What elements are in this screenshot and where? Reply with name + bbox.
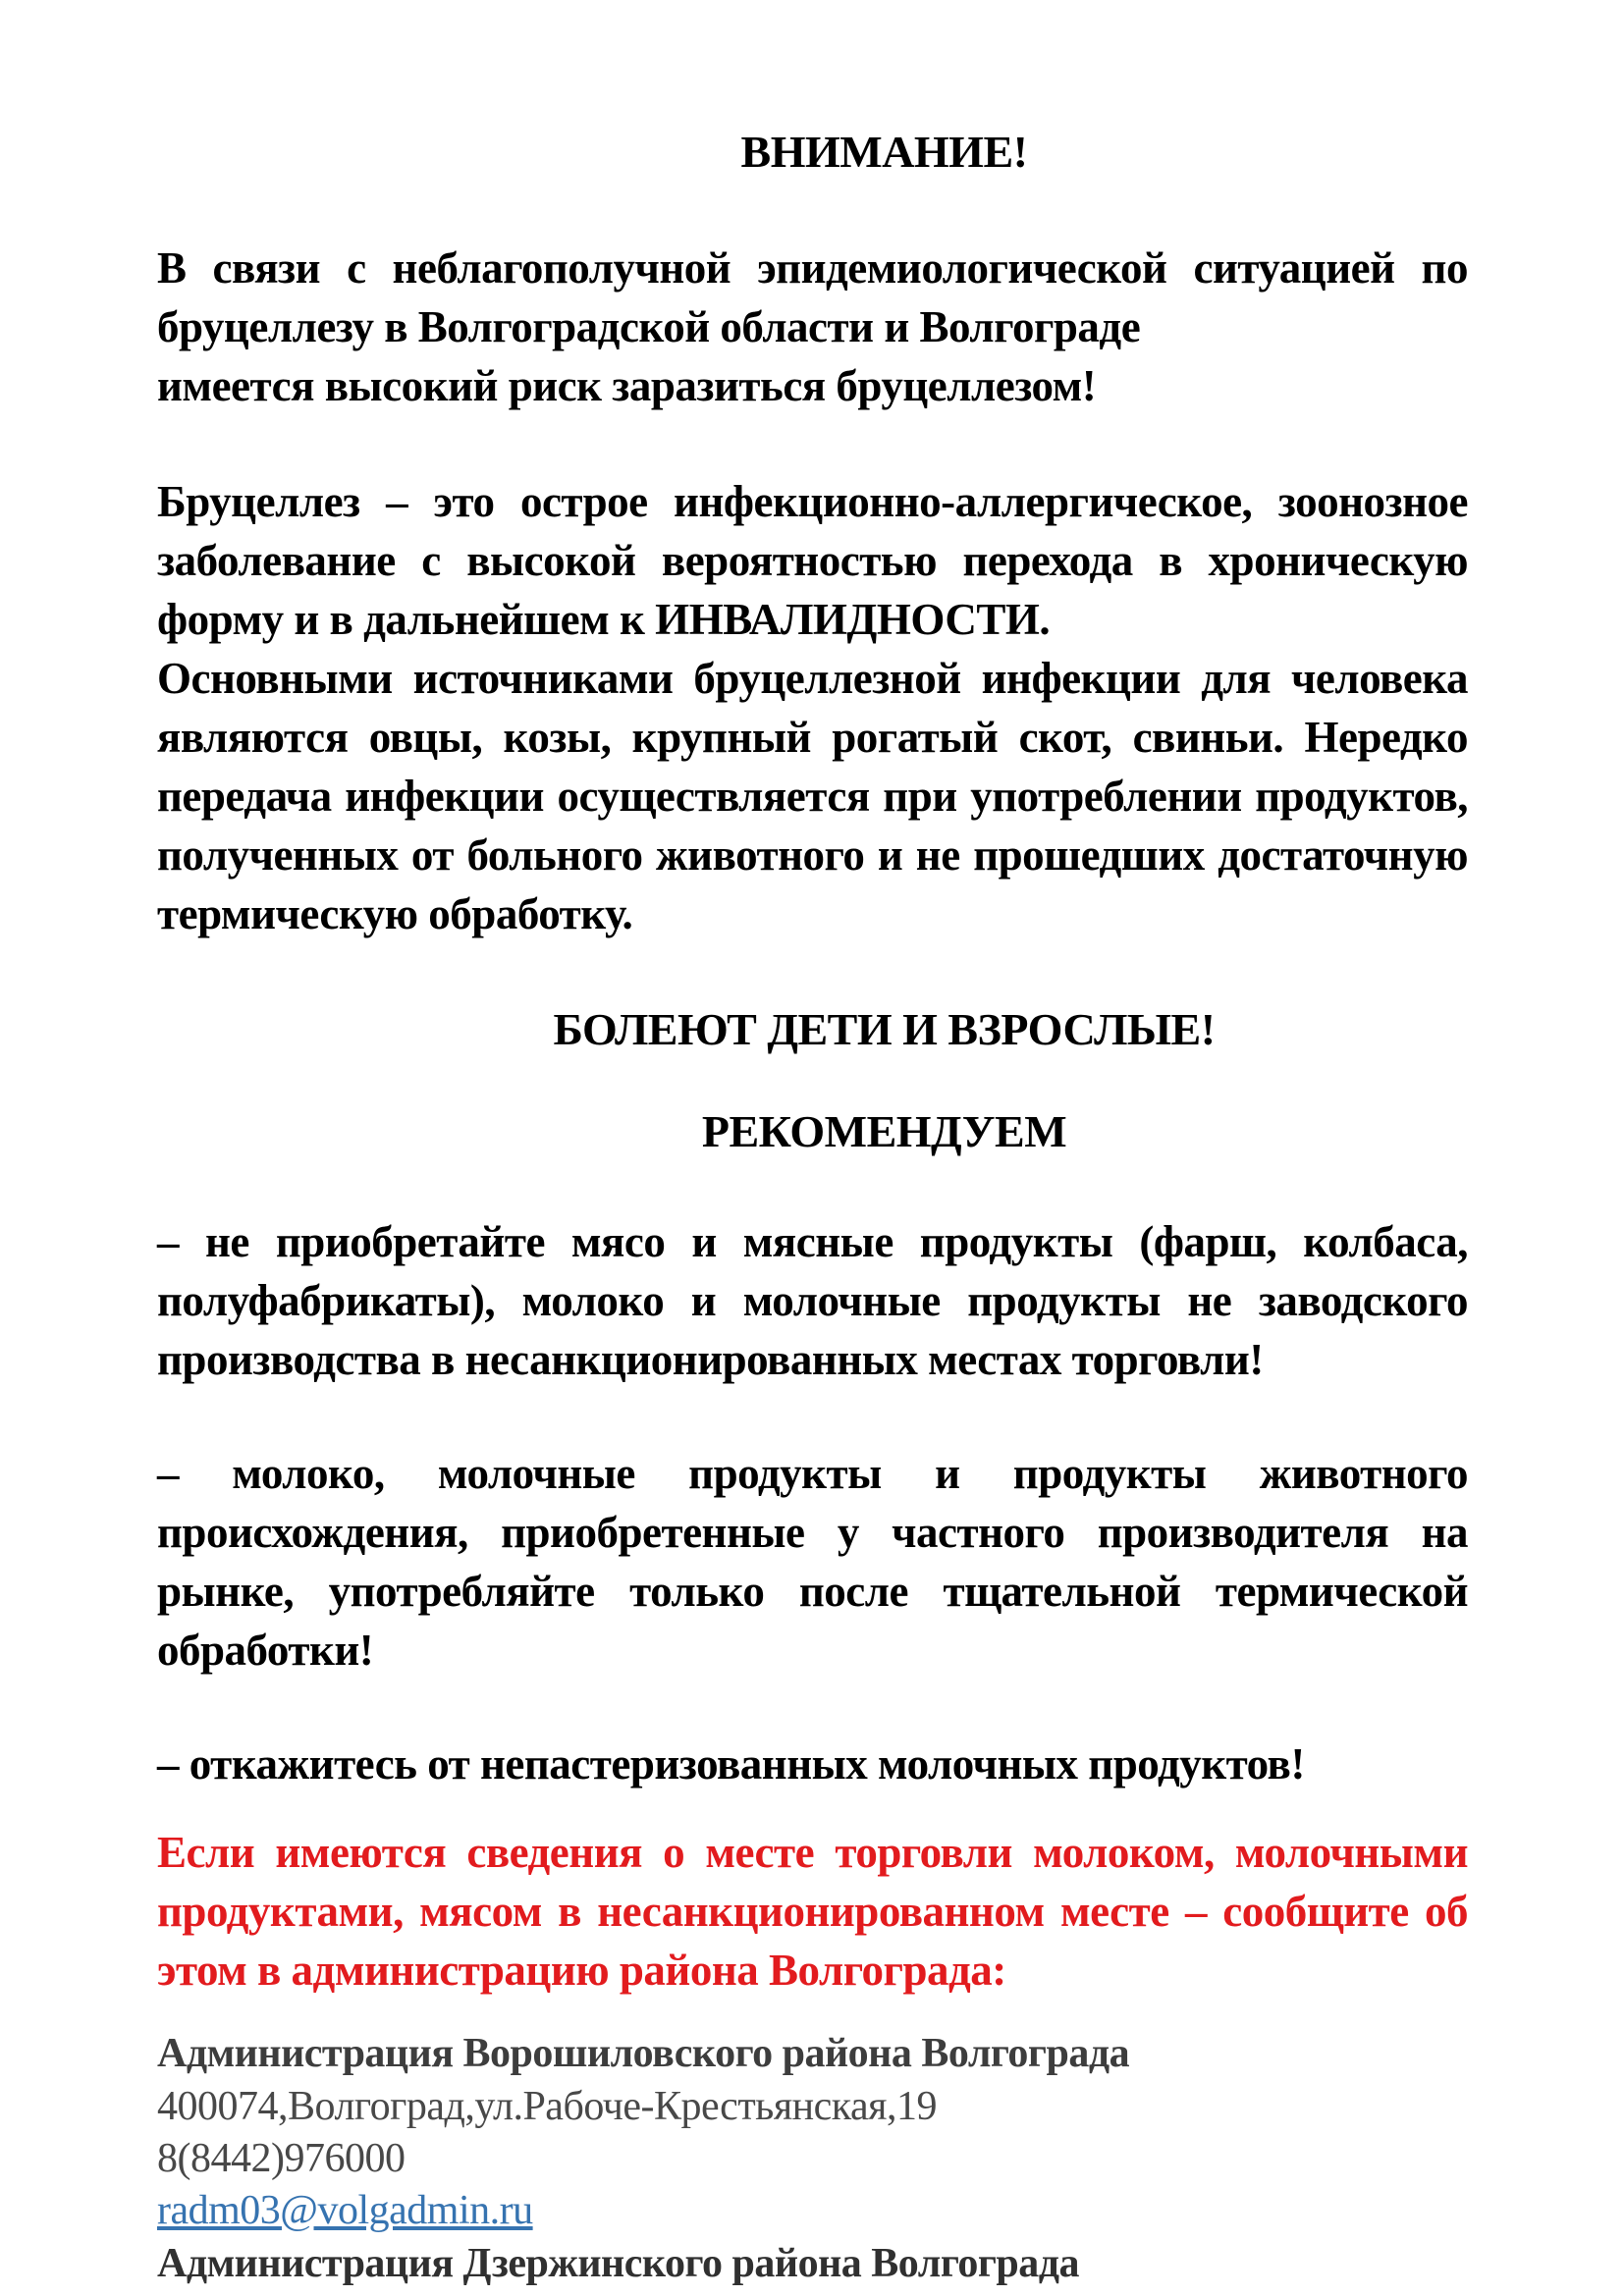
- dzerzhinsky-district-admin-name: Администрация Дзержинского района Волгограда: [157, 2241, 1080, 2286]
- intro-line-2: имеется высокий риск заразиться бруцеллезом!: [157, 361, 1097, 410]
- heading-recommendations: РЕКОМЕНДУЕМ: [701, 1106, 1067, 1156]
- admin-phone: 8(8442)976000: [157, 2136, 406, 2181]
- spacer: [157, 415, 1468, 472]
- recommendation-item: – молоко, молочные продукты и продукты животного происхождения, приобретенные у частного производителя на рынке, употребляйте только после тщательной термической обработки!: [157, 1449, 1468, 1675]
- intro-paragraph: [157, 239, 1468, 415]
- heading-affected: БОЛЕЮТ ДЕТИ И ВЗРОСЛЫЕ!: [553, 1004, 1216, 1054]
- recommendation-item: – не приобретайте мясо и мясные продукты (фарш, колбаса, полуфабрикаты), молоко и молочные продукты не заводского производства в несанкционированных местах торговли!: [157, 1217, 1468, 1384]
- page-title: ВНИМАНИЕ!: [740, 127, 1028, 177]
- recommendation-item: – откажитесь от непастеризованных молочных продуктов!: [157, 1739, 1305, 1789]
- about-brucellosis-paragraph: Бруцеллез – это острое инфекционно-аллергическое, зоонозное заболевание с высокой вероятностью перехода в хроническую форму и в дальнейшем к ИНВАЛИДНОСТИ.: [157, 477, 1468, 644]
- infection-sources-paragraph: Основными источниками бруцеллезной инфекции для человека являются овцы, козы, крупный рогатый скот, свиньи. Нередко передача инфекции осуществляется при употреблении продуктов, полученных от больного животного и не прошедших достаточную термическую обработку.: [157, 654, 1468, 938]
- report-alert-paragraph: Если имеются сведения о месте торговли молоком, молочными продуктами, мясом в несанкционированном месте – сообщите об этом в администрацию района Волгограда:: [157, 1828, 1468, 1995]
- admin-email-link[interactable]: radm03@volgadmin.ru: [157, 2188, 533, 2233]
- admin-address: 400074,Волгоград,ул.Рабоче-Крестьянская,19: [157, 2084, 938, 2129]
- voroshilovsky-district-admin-name: Администрация Ворошиловского района Волгограда: [157, 2031, 1130, 2076]
- admin-email-line: [157, 2185, 1468, 2237]
- intro-line-1: В связи с неблагополучной эпидемиологической ситуацией по бруцеллезу в Волгоградской области и Волгограде: [157, 243, 1468, 351]
